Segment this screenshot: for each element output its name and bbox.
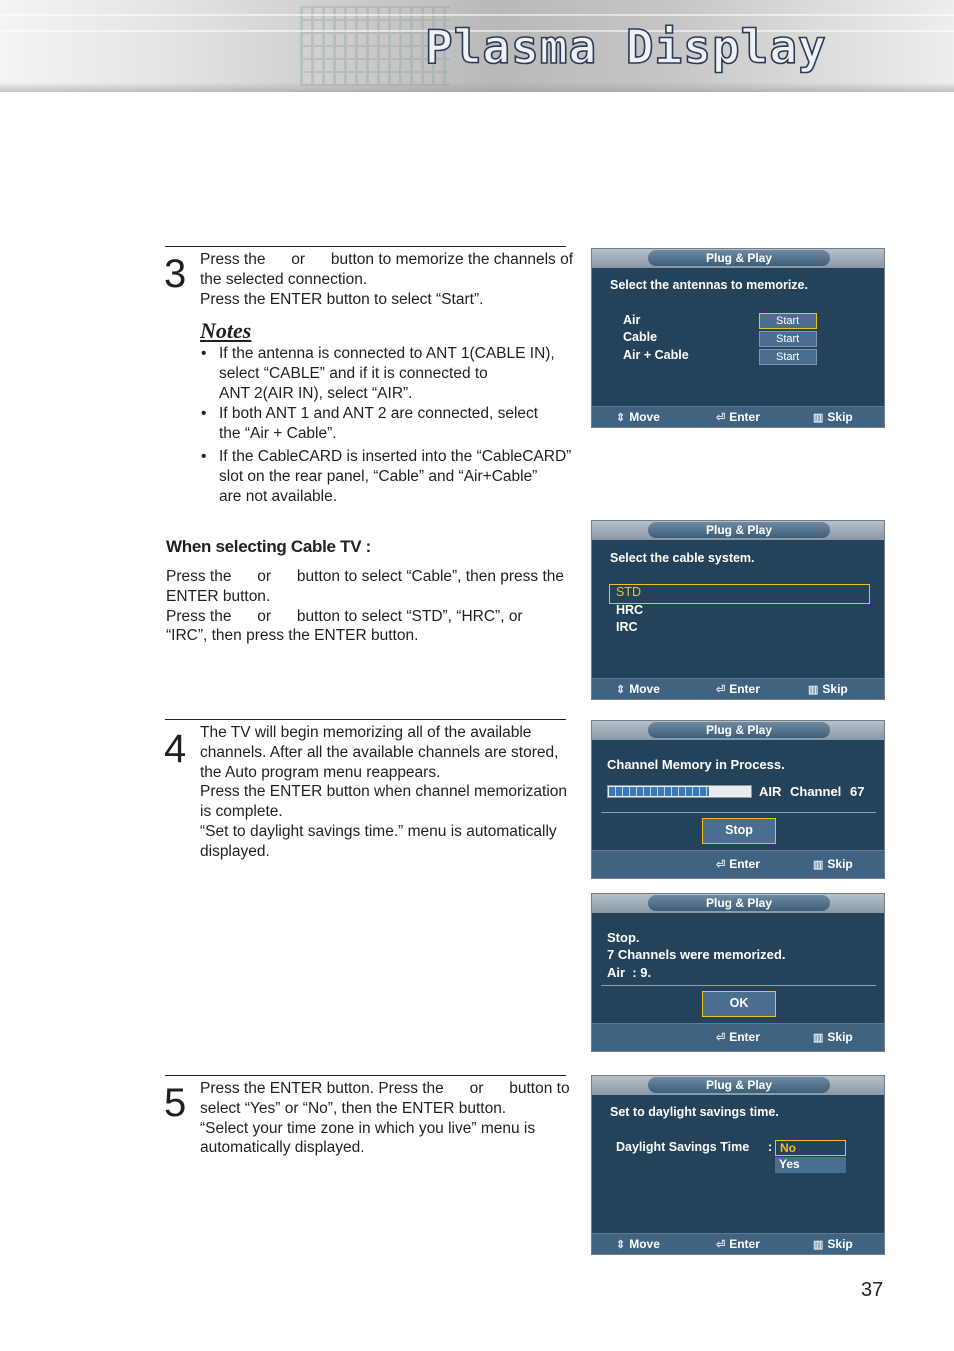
osd-cable-system xyxy=(591,520,885,700)
enter-icon: ⏎ xyxy=(716,1032,726,1044)
osd-title: Plug & Play xyxy=(648,522,830,538)
note-bullet xyxy=(200,404,571,444)
note-bullet xyxy=(200,344,571,403)
step-5-line: “Select your time zone in which you live” menu is xyxy=(200,1119,536,1137)
enter-hint xyxy=(716,682,760,696)
stop-button[interactable]: Stop xyxy=(702,818,776,844)
dst-option-yes[interactable]: Yes xyxy=(775,1157,846,1173)
osd-title: Plug & Play xyxy=(648,1077,830,1093)
note-line: ANT 2(AIR IN), select “AIR”. xyxy=(219,384,413,402)
skip-hint xyxy=(808,682,848,696)
memory-progress-bar xyxy=(607,785,752,798)
note-bullet xyxy=(200,447,571,506)
header-shade xyxy=(0,82,954,92)
step-4-line: Press the ENTER button when channel memorization xyxy=(200,783,568,801)
notes-bullets xyxy=(200,344,571,506)
step-4-line: displayed. xyxy=(200,842,270,860)
skip-hint xyxy=(813,410,853,424)
step-3-line: Press the ENTER button to select “Start”. xyxy=(200,290,484,308)
enter-label: Enter xyxy=(729,1237,760,1251)
osd-bottom-bar xyxy=(592,1023,884,1051)
osd-option-hrc[interactable]: HRC xyxy=(616,603,644,617)
step-4-line: “Set to daylight savings time.” menu is automatically xyxy=(200,822,557,840)
enter-icon: ⏎ xyxy=(716,684,726,696)
menu-icon: ▥ xyxy=(813,1032,824,1044)
start-button-air[interactable]: Start xyxy=(759,313,817,329)
cable-line: Press the or button to select “STD”, “HRC”, or xyxy=(166,607,523,625)
note-line: select “CABLE” and if it is connected to xyxy=(219,364,488,382)
cable-tv-text xyxy=(166,567,564,646)
skip-label: Skip xyxy=(827,1030,853,1044)
step-4-text xyxy=(200,723,567,862)
page-header-banner xyxy=(0,0,954,92)
osd-title: Plug & Play xyxy=(648,722,830,738)
bullet-dot: • xyxy=(201,405,207,423)
osd-title-bar xyxy=(592,249,884,268)
updown-arrow-icon: ⇕ xyxy=(616,684,626,696)
cable-line: “IRC”, then press the ENTER button. xyxy=(166,627,419,645)
ok-button[interactable]: OK xyxy=(702,991,776,1017)
step-5-line: automatically displayed. xyxy=(200,1139,365,1157)
step-3-rule xyxy=(165,246,566,247)
start-button-cable[interactable]: Start xyxy=(759,331,817,347)
step-3-number: 3 xyxy=(164,252,187,296)
note-line: If the antenna is connected to ANT 1(CABLE IN), xyxy=(219,345,555,362)
osd-prompt: Select the antennas to memorize. xyxy=(610,278,808,292)
skip-hint xyxy=(813,1237,853,1251)
menu-icon: ▥ xyxy=(813,859,824,871)
move-label: Move xyxy=(629,682,660,696)
osd-option-cable[interactable]: Cable xyxy=(623,330,658,344)
osd-prompt: Channel Memory in Process. xyxy=(607,757,785,772)
note-line: the “Air + Cable”. xyxy=(219,425,337,443)
move-hint xyxy=(616,1237,660,1251)
menu-icon: ▥ xyxy=(813,1239,824,1251)
divider xyxy=(601,812,876,813)
enter-label: Enter xyxy=(729,682,760,696)
selection-highlight xyxy=(609,584,870,604)
skip-label: Skip xyxy=(827,1237,853,1251)
source-label: AIR xyxy=(759,784,782,799)
start-button-air-cable[interactable]: Start xyxy=(759,349,817,365)
osd-bottom-bar xyxy=(592,850,884,878)
enter-icon: ⏎ xyxy=(716,1239,726,1251)
skip-label: Skip xyxy=(827,410,853,424)
skip-hint xyxy=(813,857,853,871)
enter-icon: ⏎ xyxy=(716,859,726,871)
skip-hint xyxy=(813,1030,853,1044)
move-hint xyxy=(616,682,660,696)
osd-daylight-savings xyxy=(591,1075,885,1255)
step-4-line: The TV will begin memorizing all of the available xyxy=(200,724,532,741)
enter-hint xyxy=(716,1030,760,1044)
enter-label: Enter xyxy=(729,1030,760,1044)
menu-icon: ▥ xyxy=(813,412,824,424)
dst-label: Daylight Savings Time xyxy=(616,1140,750,1154)
skip-label: Skip xyxy=(822,682,848,696)
enter-label: Enter xyxy=(729,410,760,424)
note-line: If the CableCARD is inserted into the “CableCARD” xyxy=(219,447,572,465)
osd-bottom-bar xyxy=(592,406,884,427)
enter-icon: ⏎ xyxy=(716,412,726,424)
cable-line: Press the or button to select “Cable”, then press the xyxy=(166,568,565,585)
enter-hint xyxy=(716,857,760,871)
divider xyxy=(601,985,876,986)
enter-hint xyxy=(716,410,760,424)
notes-title: Notes xyxy=(200,318,252,343)
step-4-line: is complete. xyxy=(200,803,283,821)
cable-tv-heading: When selecting Cable TV : xyxy=(166,537,372,556)
step-5-line: Press the ENTER button. Press the or button to xyxy=(200,1080,570,1097)
osd-title: Plug & Play xyxy=(648,895,830,911)
note-line: slot on the rear panel, “Cable” and “Air+Cable” xyxy=(219,467,538,485)
osd-title-bar xyxy=(592,521,884,540)
cable-line: ENTER button. xyxy=(166,587,271,605)
dst-colon: : xyxy=(768,1140,773,1154)
header-stripe xyxy=(0,14,954,16)
step-4-line: the Auto program menu reappears. xyxy=(200,763,441,781)
osd-bottom-bar xyxy=(592,1233,884,1254)
osd-prompt: Set to daylight savings time. xyxy=(610,1105,779,1119)
osd-title: Plug & Play xyxy=(648,250,830,266)
osd-option-irc[interactable]: IRC xyxy=(616,620,638,634)
step-3-line: Press the or button to memorize the channels of xyxy=(200,251,574,268)
step-3-line: the selected connection. xyxy=(200,270,368,288)
enter-hint xyxy=(716,1237,760,1251)
enter-label: Enter xyxy=(729,857,760,871)
result-line-count: 7 Channels were memorized. xyxy=(607,947,786,962)
bullet-dot: • xyxy=(201,345,207,362)
osd-title-bar xyxy=(592,894,884,913)
osd-title-bar xyxy=(592,1076,884,1095)
dst-option-no[interactable]: No xyxy=(775,1140,846,1156)
osd-option-air[interactable]: Air xyxy=(623,313,641,327)
result-line-stop: Stop. xyxy=(607,930,640,945)
skip-label: Skip xyxy=(827,857,853,871)
menu-icon: ▥ xyxy=(808,684,819,696)
osd-antenna-select xyxy=(591,248,885,428)
channel-number: 67 xyxy=(850,784,865,799)
memory-progress-fill xyxy=(609,787,709,796)
updown-arrow-icon: ⇕ xyxy=(616,412,626,424)
updown-arrow-icon: ⇕ xyxy=(616,1239,626,1251)
step-4-number: 4 xyxy=(164,727,187,771)
step-3-text xyxy=(200,250,573,309)
osd-option-std[interactable]: STD xyxy=(616,585,641,599)
header-title: Plasma Display xyxy=(425,20,827,74)
note-line: are not available. xyxy=(219,487,338,505)
move-hint xyxy=(616,410,660,424)
step-5-number: 5 xyxy=(164,1081,187,1125)
osd-title-bar xyxy=(592,721,884,740)
step-4-rule xyxy=(165,719,566,720)
step-5-rule xyxy=(165,1075,566,1076)
page-number: 37 xyxy=(861,1279,884,1301)
bullet-dot: • xyxy=(201,447,207,465)
osd-prompt: Select the cable system. xyxy=(610,551,755,565)
step-4-line: channels. After all the available channels are stored, xyxy=(200,743,559,761)
result-line-air: Air : 9. xyxy=(607,965,652,980)
channel-label: Channel xyxy=(790,784,842,799)
step-5-line: select “Yes” or “No”, then the ENTER button. xyxy=(200,1099,507,1117)
osd-memory-result xyxy=(591,893,885,1052)
osd-channel-memory xyxy=(591,720,885,879)
note-line: If both ANT 1 and ANT 2 are connected, select xyxy=(219,405,539,423)
move-label: Move xyxy=(629,410,660,424)
osd-option-air-cable[interactable]: Air + Cable xyxy=(623,348,689,362)
move-label: Move xyxy=(629,1237,660,1251)
step-5-text xyxy=(200,1079,570,1158)
osd-bottom-bar xyxy=(592,678,884,699)
